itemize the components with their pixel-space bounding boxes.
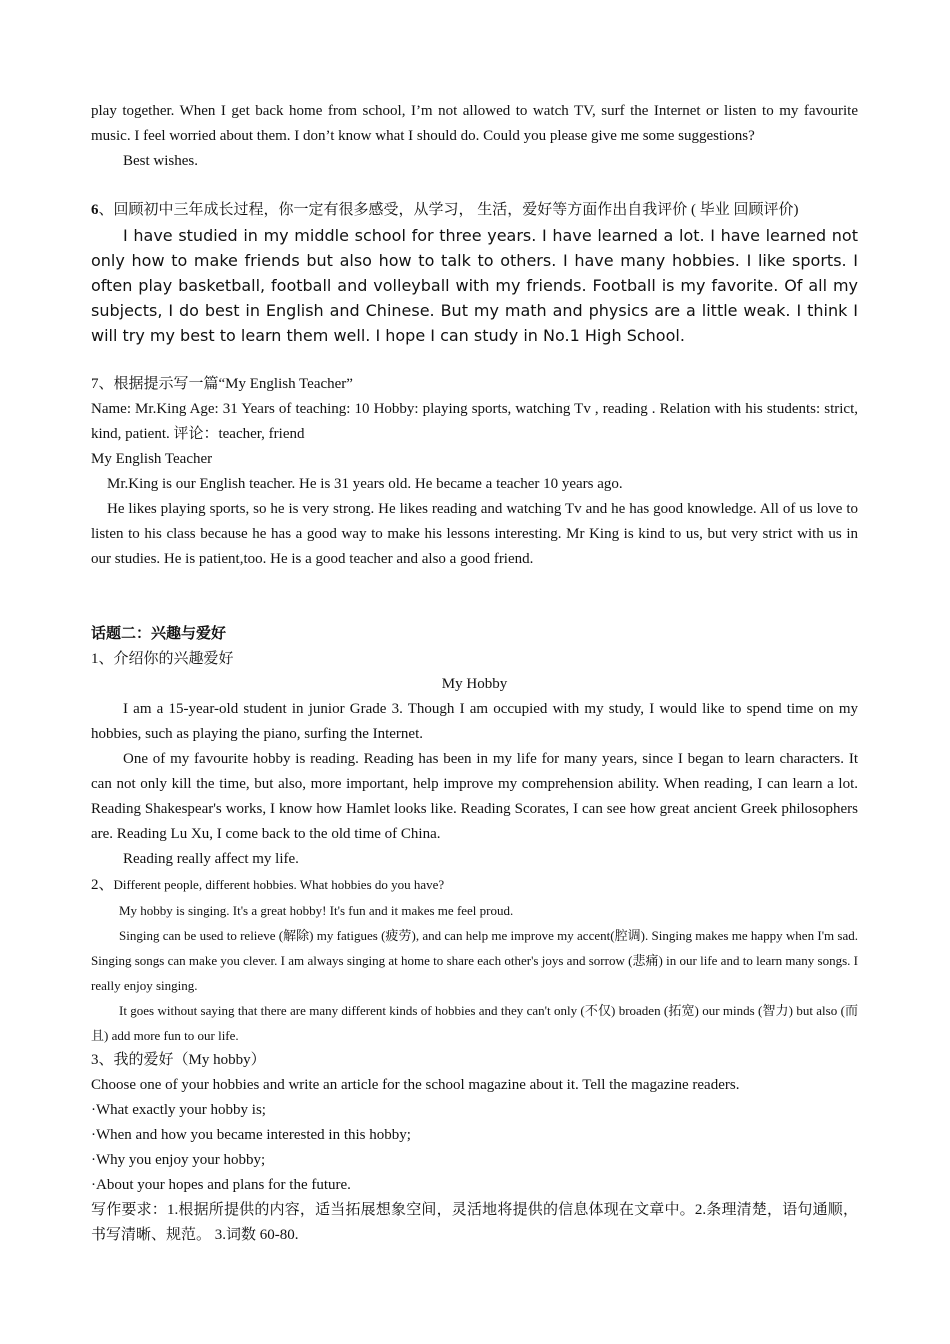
- q7-essay-paragraph: Mr.King is our English teacher. He is 31 years old. He became a teacher 10 years ago.: [107, 476, 623, 492]
- topic2-heading: 话题二：兴趣与爱好: [91, 626, 227, 642]
- topic2-q1-title: My Hobby: [441, 676, 508, 692]
- document-page: [91, 99, 858, 1248]
- topic2-q1-prompt: 1、介绍你的兴趣爱好: [91, 651, 234, 667]
- q7-info: Name: Mr.King Age: 31 Years of teaching: 10 Hobby: playing sports, watching Tv , reading . Relation with his students: strict, kind, patient. 评论：teacher, friend: [91, 401, 858, 442]
- q7-essay-title: My English Teacher: [91, 451, 213, 467]
- q6-essay: I have studied in my middle school for three years. I have learned a lot. I have learned not only how to make friends but also how to talk to others. I have many hobbies. I like sports. I often play basketball, football and volleyball with my friends. Football is my favorite. Of all my subjects, I do best in English and Chinese. But my math and physics are a little weak. I think I will try my best to learn them well. I hope I can study in No.1 High School.: [91, 226, 858, 345]
- letter-closing: Best wishes.: [123, 153, 198, 169]
- topic2-q3-point: ·When and how you became interested in this hobby;: [91, 1127, 411, 1143]
- q6-prompt-text: 、回顾初中三年成长过程，你一定有很多感受，从学习， 生活，爱好等方面作出自我评价 ( 毕业 回顾评价): [98, 202, 799, 218]
- q6-prompt: [91, 198, 858, 223]
- topic2-q2-number: 2、: [91, 877, 114, 893]
- topic2-q2-prompt-text: Different people, different hobbies. What hobbies do you have?: [113, 877, 445, 892]
- q6-prompt-number: 6: [91, 202, 99, 218]
- spacer: [91, 572, 858, 622]
- topic2-q2-paragraph: It goes without saying that there are many different kinds of hobbies and they can't only (不仅) broaden (拓宽) our minds (智力) but also (而且) add more fun to our life.: [91, 1003, 858, 1043]
- topic2-q3-requirements: 写作要求：1.根据所提供的内容，适当拓展想象空间，灵活地将提供的信息体现在文章中。2.条理清楚，语句通顺，书写清晰、规范。 3.词数 60-80.: [91, 1202, 858, 1243]
- spacer: [91, 348, 858, 372]
- topic2-q1-paragraph: Reading really affect my life.: [123, 851, 299, 867]
- topic2-q3-point: ·About your hopes and plans for the future.: [91, 1177, 351, 1193]
- q7-prompt: 7、根据提示写一篇“My English Teacher”: [91, 376, 353, 392]
- spacer: [91, 174, 858, 198]
- topic2-q3-task: Choose one of your hobbies and write an article for the school magazine about it. Tell the magazine readers.: [91, 1077, 740, 1093]
- topic2-q3-point: ·Why you enjoy your hobby;: [91, 1152, 266, 1168]
- topic2-q1-paragraph: One of my favourite hobby is reading. Reading has been in my life for many years, since I began to learn characters. It can not only kill the time, but also, more important, help improve my comprehension ability. When reading, I can learn a lot. Reading Shakespear's works, I know how Hamlet looks like. Reading Scorates, I can see how great ancient Greek philosophers are. Reading Lu Xu, I come back to the old time of China.: [91, 751, 858, 842]
- topic2-q2-prompt: [91, 872, 858, 898]
- topic2-q2-paragraph: My hobby is singing. It's a great hobby! It's fun and it makes me feel proud.: [119, 903, 514, 918]
- topic2-q3-prompt: 3、我的爱好（My hobby）: [91, 1052, 266, 1068]
- q7-essay-paragraph: He likes playing sports, so he is very strong. He likes reading and watching Tv and he has good knowledge. All of us love to listen to his class because he has a good way to make his lessons interesting. Mr King is kind to us, but very strict with us in our studies. He is patient,too. He is a good teacher and also a good friend.: [91, 501, 858, 567]
- topic2-q2-paragraph: Singing can be used to relieve (解除) my fatigues (疲劳), and can help me improve my accent(腔调). Singing makes me happy when I'm sad. Singing songs can make you clever. I am always singing at home to share each other's joys and sorrow (悲痛) in our life and to learn many songs. I really enjoy singing.: [91, 928, 858, 993]
- letter-paragraph: play together. When I get back home from school, I’m not allowed to watch TV, surf the Internet or listen to my favourite music. I feel worried about them. I don’t know what I should do. Could you please give me some suggestions?: [91, 103, 858, 144]
- topic2-q1-paragraph: I am a 15-year-old student in junior Grade 3. Though I am occupied with my study, I would like to spend time on my hobbies, such as playing the piano, surfing the Internet.: [91, 701, 858, 742]
- topic2-q3-point: ·What exactly your hobby is;: [91, 1102, 266, 1118]
